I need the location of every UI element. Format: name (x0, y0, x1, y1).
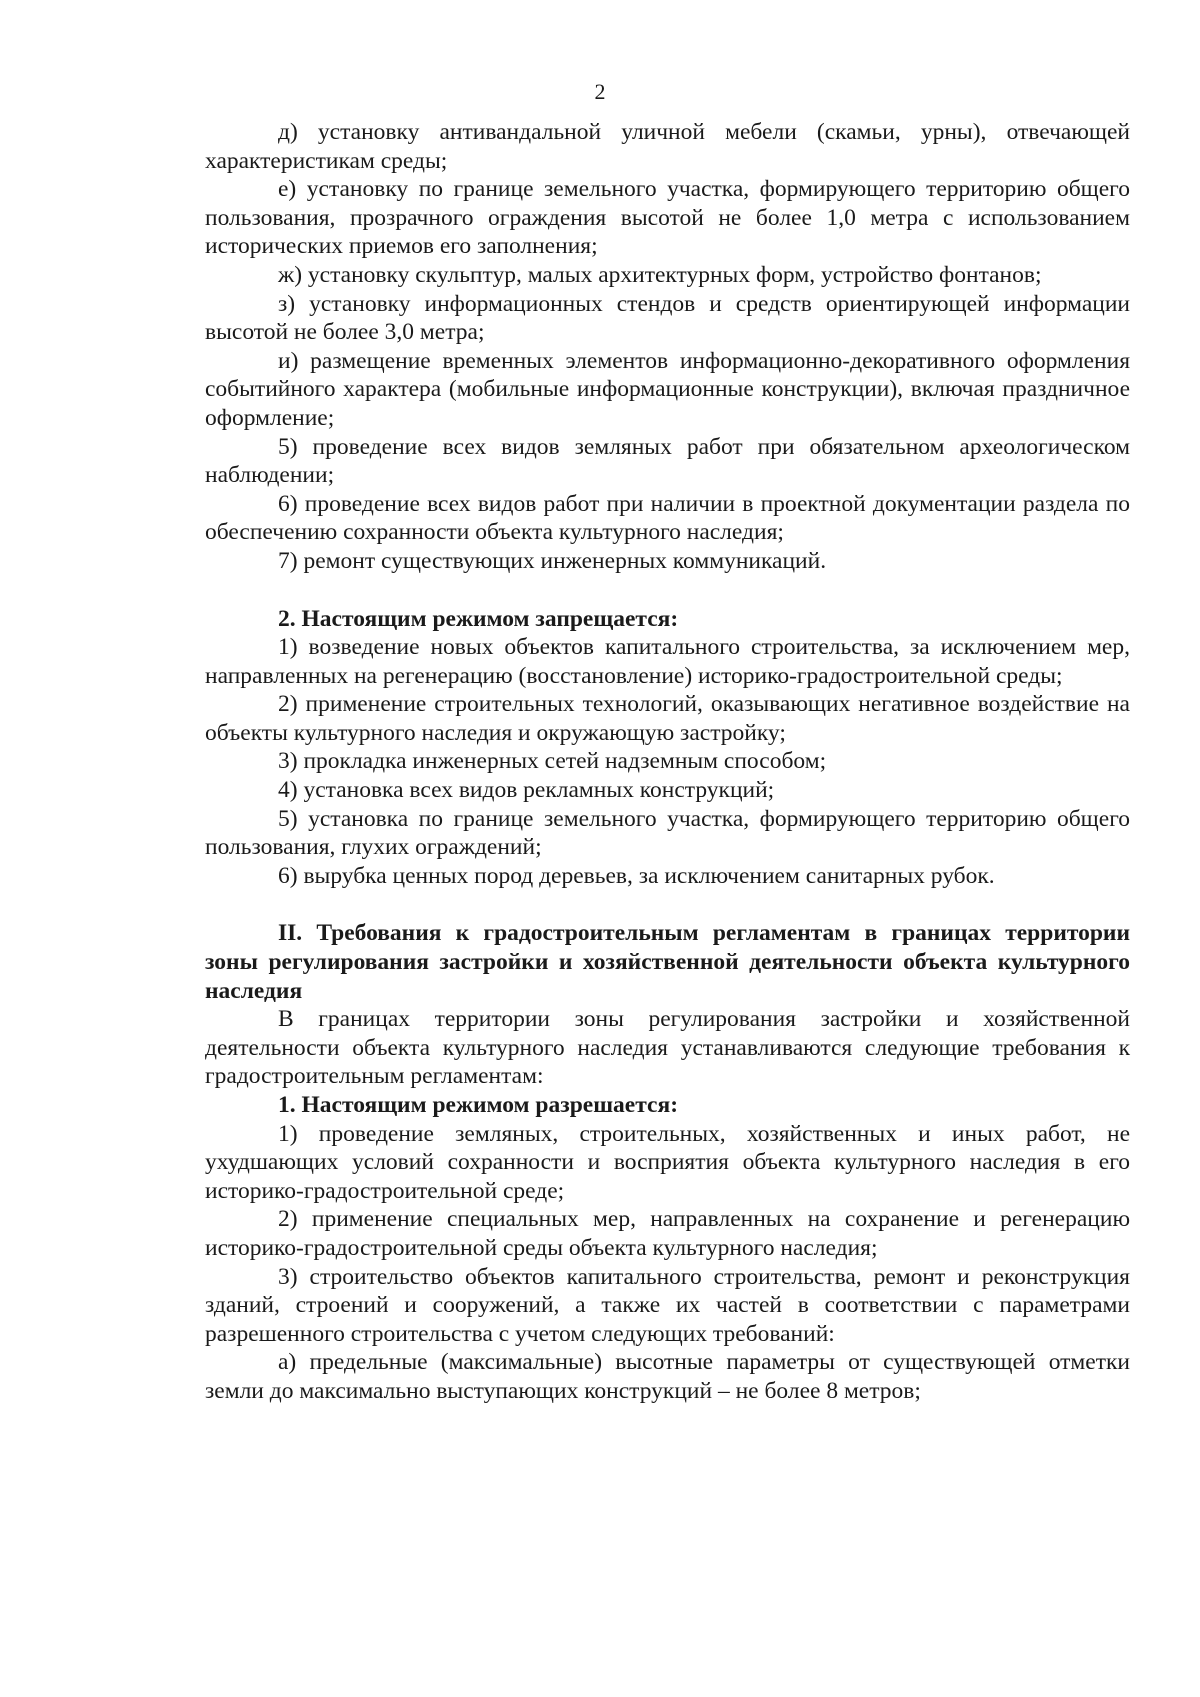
paragraph: з) установку информационных стендов и средств ориентирующей информации высотой не более 3,0 метра; (205, 290, 1130, 346)
section-heading: 1. Настоящим режимом разрешается: (278, 1092, 679, 1118)
section-heading: 2. Настоящим режимом запрещается: (278, 605, 679, 632)
paragraph: 3) строительство объектов капитального строительства, ремонт и реконструкция зданий, строений и сооружений, а также их частей в соответствии с параметрами разрешенного строительства с учетом следующих требований: (205, 1263, 1130, 1347)
section-heading: II. Требования к градостроительным регламентам в границах территории зоны регулирования застройки и хозяйственной деятельности объекта культурного наследия (205, 920, 1130, 1004)
paragraph: д) установку антивандальной уличной мебели (скамьи, урны), отвечающей характеристикам среды; (205, 119, 1130, 174)
document-body (205, 118, 1130, 1406)
paragraph: е) установку по границе земельного участка, формирующего территорию общего пользования, прозрачного ограждения высотой не более 1,0 метра с использованием исторических приемов его заполнения; (205, 176, 1130, 260)
paragraph: и) размещение временных элементов информационно-декоративного оформления событийного характера (мобильные информационные конструкции), включая праздничное оформление; (205, 347, 1130, 431)
paragraph: 3) прокладка инженерных сетей надземным способом; (278, 748, 827, 775)
paragraph: 7) ремонт существующих инженерных коммуникаций. (278, 547, 827, 574)
paragraph: а) предельные (максимальные) высотные параметры от существующей отметки земли до максимально выступающих конструкций – не более 8 метров; (205, 1349, 1130, 1404)
page-number: 2 (594, 79, 606, 104)
paragraph: 6) проведение всех видов работ при наличии в проектной документации раздела по обеспечению сохранности объекта культурного наследия; (205, 490, 1130, 546)
section-gap (205, 890, 1130, 919)
paragraph: 1) возведение новых объектов капитального строительства, за исключением мер, направленных на регенерацию (восстановление) историко-градостроительной среды; (205, 634, 1130, 689)
paragraph: 2) применение специальных мер, направленных на сохранение и регенерацию историко-градостроительной среды объекта культурного наследия; (205, 1206, 1130, 1261)
paragraph: 1) проведение земляных, строительных, хозяйственных и иных работ, не ухудшающих условий сохранности и восприятия объекта культурного наследия в его историко-градостроительной среде; (205, 1120, 1130, 1204)
section-gap (205, 576, 1130, 605)
paragraph: ж) установку скульптур, малых архитектурных форм, устройство фонтанов; (278, 261, 1042, 288)
paragraph: В границах территории зоны регулирования застройки и хозяйственной деятельности объекта культурного наследия устанавливаются следующие требования к градостроительным регламентам: (205, 1006, 1130, 1090)
paragraph: 6) вырубка ценных пород деревьев, за исключением санитарных рубок. (278, 862, 995, 889)
paragraph: 5) установка по границе земельного участка, формирующего территорию общего пользования, глухих ограждений; (205, 805, 1130, 861)
paragraph: 2) применение строительных технологий, оказывающих негативное воздействие на объекты культурного наследия и окружающую застройку; (205, 691, 1130, 746)
paragraph: 5) проведение всех видов земляных работ при обязательном археологическом наблюдении; (205, 433, 1130, 489)
paragraph: 4) установка всех видов рекламных конструкций; (278, 777, 775, 804)
